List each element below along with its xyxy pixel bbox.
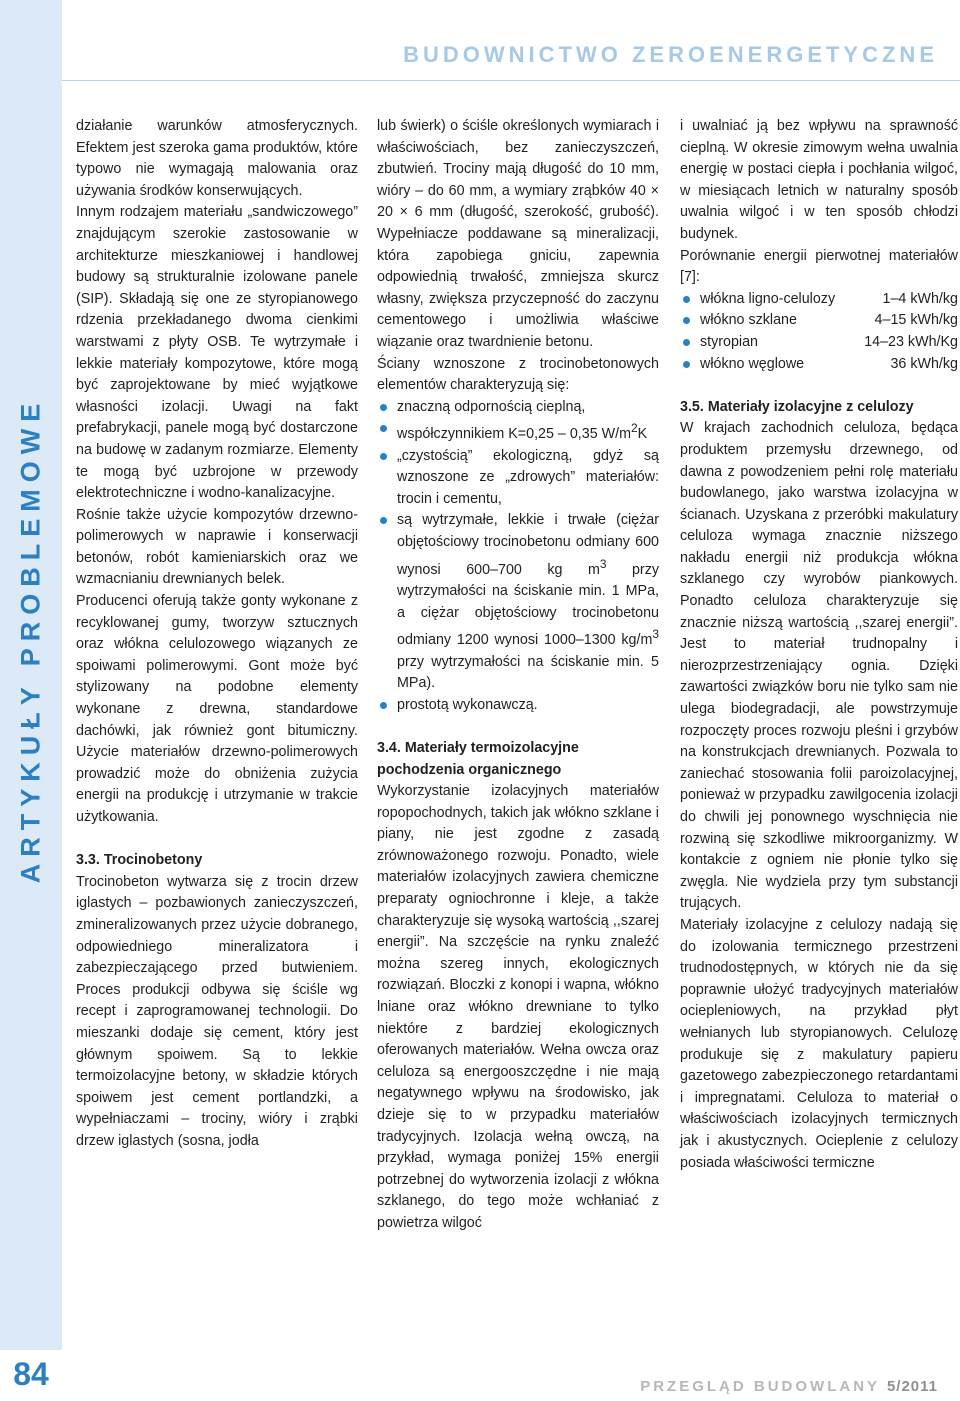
materials-list <box>680 289 958 375</box>
footer <box>640 1378 938 1395</box>
journal-name: PRZEGLĄD BUDOWLANY <box>640 1378 880 1395</box>
list-item: współczynnikiem K=0,25 – 0,35 $W/m^2K$ <box>377 418 659 445</box>
page-number: 84 <box>13 1356 49 1392</box>
column-2 <box>377 116 659 1235</box>
column-3 <box>680 116 958 1174</box>
paragraph: Trocinobeton wytwarza się z trocin drzew iglastych – pozbawionych zanieczyszczeń, zmineralizowanych przez użycie dobranego, odpowiedniego mineralizatora i zabezpieczającego przed butwieniem. Proces produkcji odbywa się ściśle wg recept i zaprogramowanej technologii. Do mieszanki dodaje się cement, który jest głównym spoiwem. Są to lekkie termoizolacyjne betony, w składzie których spoiwem jest cement portlandzki, a wypełniaczami – trociny, wióry i zrąbki drzew iglastych (sosna, jodła <box>76 873 358 1149</box>
bullet-icon <box>683 339 690 346</box>
paragraph: Innym rodzajem materiału „sandwiczowego” znajdującym szerokie zastosowanie w architekturze mieszkaniowej i handlowej budowy są strukturalnie izolowane panele (SIP). Składają się one ze styropianowego rdzenia przekładanego dwoma cienkimi warstwami z płyty OSB. Te wytrzymałe i lekkie materiały kompozytowe, które mogą być zaprojektowane by mieć wyjątkowe własności izolacji. Uwagi na fakt prefabrykacji, panele mogą być dostarczone na budowę w zadanym rozmiarze. Elementy te mogą być uzbrojone w przewody elektrotechniczne i wodno-kanalizacyjne. <box>76 204 358 502</box>
paragraph: Ściany wznoszone z trocinobetonowych elementów charakteryzują się: <box>377 355 659 394</box>
paragraph: Porównanie energii pierwotnej materiałów [7]: <box>680 247 958 286</box>
bullet-icon <box>683 317 690 324</box>
paragraph: działanie warunków atmosferycznych. Efektem jest szeroka gama produktów, które typowo nie wymagają malowania oraz używania środków konserwujących. <box>76 118 358 199</box>
list-item: są wytrzymałe, lekkie i trwałe (ciężar objętościowy trocinobetonu odmiany 600 wynosi 600–700 kg $m^3$ przy wytrzymałości na ściskanie min. 1 MPa, a ciężar objętościowy trocinobetonu odmiany 1200 wynosi 1000–1300 $kg/m^3$ przy wytrzymałości na ściskanie min. 5 MPa). <box>377 510 659 694</box>
bullet-list <box>377 397 659 717</box>
paragraph: lub świerk) o ściśle określonych wymiarach i właściwościach, bez zanieczyszczeń, zbutwień. Trociny mają długość do 10 mm, wióry – do 60 mm, a wymiary zrąbków 40 × 20 × 6 mm (długość, szerokość, grubość). Wypełniacze poddawane są mineralizacji, która zapobiega gniciu, zapewnia odpowiednią trwałość, zmniejsza skurcz własny, zwiększa przyczepność do zaczynu cementowego i umożliwia właściwe wiązanie oraz twardnienie betonu. <box>377 118 659 350</box>
list-item: włókno węglowe 36 kWh/kg <box>680 354 958 376</box>
paragraph: W krajach zachodnich celuloza, będąca produktem przemysłu drzewnego, od dawna z powodzeniem pełni rolę materiału budowlanego, jako warstwa izolacyjna w ścianach. Uzyskana z przeróbki makulatury celuloza wymaga znacznie niższego nakładu energii niż produkcja włókna szklanego czy wyrobów piankowych. Ponadto celuloza charakteryzuje się znacznie niższą wartością ,,szarej energii”. Jest to materiał trudnopalny i nierozprzestrzeniający ognia. Dzięki zawartości związków boru nie tylko sam nie ulega biodegradacji, ale powstrzymuje rozpoczęty proces rozwoju pleśni i grzybów na konstrukcjach drewnianych. Pozwala to zaniechać stosowania folii paroizolacyjnej, ponieważ w przypadku zawilgocenia izolacji do chwili jej ponownego wyschnięcia nie rozwiną się szkodliwe mikroorganizmy. W kontakcie z ogniem nie płonie tylko się zwęgla. Nie wydziela przy tym substancji trujących. <box>680 420 958 912</box>
bullet-icon <box>380 702 387 709</box>
list-item: włókna ligno-celulozy 1–4 kWh/kg <box>680 289 958 311</box>
header-title: BUDOWNICTWO ZEROENERGETYCZNE <box>403 42 938 67</box>
section-label: ARTYKUŁY PROBLEMOWE <box>15 396 46 884</box>
bullet-icon <box>380 404 387 411</box>
paragraph: i uwalniać ją bez wpływu na sprawność cieplną. W okresie zimowym wełna uwalnia energię w postaci ciepła i pochłania wilgoć, w miesiącach letnich w naturalny sposób uwalnia wilgoć i w ten sposób chłodzi budynek. <box>680 118 958 242</box>
bullet-icon <box>683 296 690 303</box>
section-heading: 3.3. Trocinobetony <box>76 852 203 869</box>
section-heading: 3.4. Materiały termoizolacyjne pochodzenia organicznego <box>377 739 579 778</box>
list-item: znaczną odpornością cieplną, <box>377 397 659 419</box>
bullet-icon <box>683 361 690 368</box>
paragraph: Rośnie także użycie kompozytów drzewno-polimerowych w naprawie i konserwacji betonów, robót kamieniarskich oraz we wzmacnianiu drewnianych belek. <box>76 506 358 588</box>
bullet-icon <box>380 453 387 460</box>
list-item: styropian 14–23 kWh/Kg <box>680 332 958 354</box>
sidebar-band <box>0 0 62 1350</box>
list-item: prostotą wykonawczą. <box>377 695 659 717</box>
paragraph: Materiały izolacyjne z celulozy nadają się do izolowania termicznego przestrzeni trudnodostępnych, w których nie da się poprawnie ułożyć tradycyjnych materiałów ociepleniowych, na przykład płyt wełnianych lub styropianowych. Celulozę produkuje się z makulatury papieru gazetowego zabezpieczonego retardantami i impregnatami. Celuloza to materiał o właściwościach izolacyjnych termicznych jak i akustycznych. Ocieplenie z celulozy posiada właściwości termiczne <box>680 916 958 1171</box>
section-heading: 3.5. Materiały izolacyjne z celulozy <box>680 398 914 415</box>
bullet-icon <box>380 425 387 432</box>
paragraph: Producenci oferują także gonty wykonane z recyklowanej gumy, tworzyw sztucznych oraz włókna celulozowego wiązanych ze spoiwami polimerowymi. Gont może być stylizowany na podobne elementy wykonane z drewna, standardowe dachówki, jak również gont bitumiczny. Użycie materiałów drzewno-polimerowych prowadzić może do obniżenia zużycia energii na produkcję i utrzymanie w trakcie użytkowania. <box>76 593 358 825</box>
bullet-icon <box>380 517 387 524</box>
list-item: „czystością” ekologiczną, gdyż są wznoszone ze „zdrowych” materiałów: trocin i cementu, <box>377 446 659 511</box>
header-rule <box>62 80 960 81</box>
issue-number: 5/2011 <box>886 1378 938 1395</box>
column-1 <box>76 116 358 1153</box>
list-item: włókno szklane 4–15 kWh/kg <box>680 310 958 332</box>
paragraph: Wykorzystanie izolacyjnych materiałów ropopochodnych, takich jak włókno szklane i piany, nie jest zgodne z zasadą zrównoważonego rozwoju. Ponadto, wiele materiałów izolacyjnych zawiera chemiczne preparaty ogniochronne i kleje, a także charakteryzuje się wysoką wartością ,,szarej energii”. Na szczęście na rynku znaleźć można szereg innych, ekologicznych rozwiązań. Bloczki z konopi i wapna, włókno lniane oraz włókno drewniane to tylko niektóre z bardziej ekologicznych oferowanych materiałów. Wełna owcza oraz celuloza są energooszczędne i nie mają negatywnego wpływu na środowisko, jak dzieje się to w przypadku materiałów tradycyjnych. Izolacja wełną owczą, na przykład, wymaga poniżej 15% energii potrzebnej do wytworzenia izolacji z włókna szklanego, do tego może wchłaniać z powietrza wilgoć <box>377 783 659 1231</box>
